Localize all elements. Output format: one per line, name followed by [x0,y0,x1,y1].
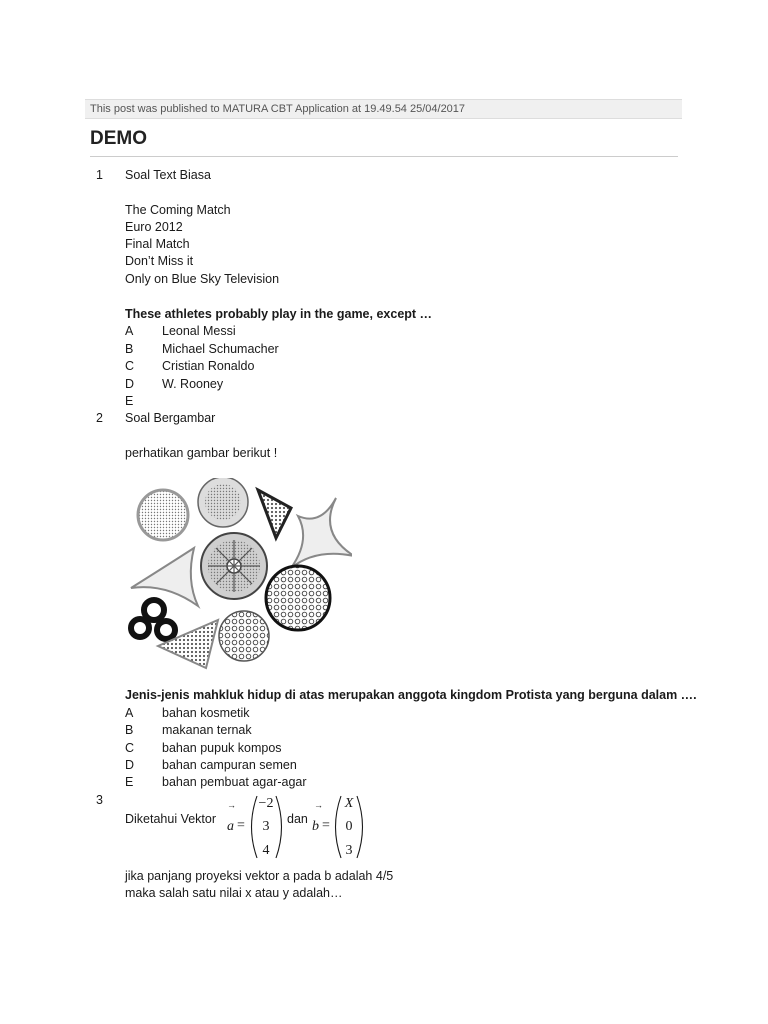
vector-a-component: −2 [258,796,274,811]
question-text: These athletes probably play in the game, except … [125,307,433,321]
option-text: bahan campuran semen [162,758,297,772]
question-type: Soal Bergambar [125,411,216,425]
vector-arrow-a: → [227,800,236,810]
page-title: DEMO [90,128,147,149]
publish-banner: This post was published to MATURA CBT Application at 19.49.54 25/04/2017 [85,99,682,119]
option-text: makanan ternak [162,723,252,737]
option-letter: D [125,758,135,772]
question-instruction: perhatikan gambar berikut ! [125,446,278,460]
left-paren-a [252,796,258,858]
option-text: Michael Schumacher [162,342,279,356]
option-letter: D [125,377,135,391]
equals-sign: = [322,818,330,833]
option-letter: A [125,324,134,338]
passage-line: Euro 2012 [125,220,183,234]
question-number: 3 [96,793,103,807]
diatom-figure [126,478,352,674]
title-divider [90,156,678,157]
connector-text: dan [287,812,308,826]
option-letter: B [125,723,134,737]
passage-line: Final Match [125,237,190,251]
vector-b-component: 0 [345,819,353,834]
question-number: 1 [96,168,103,182]
option-letter: E [125,394,134,408]
option-letter: E [125,775,134,789]
question-text: Jenis-jenis mahkluk hidup di atas merupakan anggota kingdom Protista yang berguna dalam …. [125,688,697,702]
vector-equation [125,792,385,862]
question-text: jika panjang proyeksi vektor a pada b adalah 4/5 [125,869,394,883]
option-text: bahan pembuat agar-agar [162,775,307,789]
equals-sign: = [237,818,245,833]
vector-b-component: 3 [345,843,353,858]
passage-line: Only on Blue Sky Television [125,272,280,286]
vector-arrow-b: → [314,800,323,810]
option-text: bahan pupuk kompos [162,741,282,755]
question-number: 2 [96,411,103,425]
option-text: bahan kosmetik [162,706,250,720]
option-letter: A [125,706,134,720]
left-paren-b [336,796,342,858]
vector-a-component: 3 [262,819,270,834]
option-letter: C [125,359,135,373]
option-letter: B [125,342,134,356]
option-text: Cristian Ronaldo [162,359,255,373]
vector-b-name: b [312,819,319,834]
option-text: W. Rooney [162,377,224,391]
vector-b-component: X [344,796,354,811]
option-letter: C [125,741,135,755]
vector-a-name: a [227,819,234,834]
vector-intro: Diketahui Vektor [125,812,217,826]
passage-line: Don’t Miss it [125,254,194,268]
question-text: maka salah satu nilai x atau y adalah… [125,886,343,900]
right-paren-b [357,796,363,858]
question-type: Soal Text Biasa [125,168,211,182]
right-paren-a [276,796,282,858]
vector-a-component: 4 [262,843,270,858]
option-text: Leonal Messi [162,324,236,338]
passage-line: The Coming Match [125,203,231,217]
